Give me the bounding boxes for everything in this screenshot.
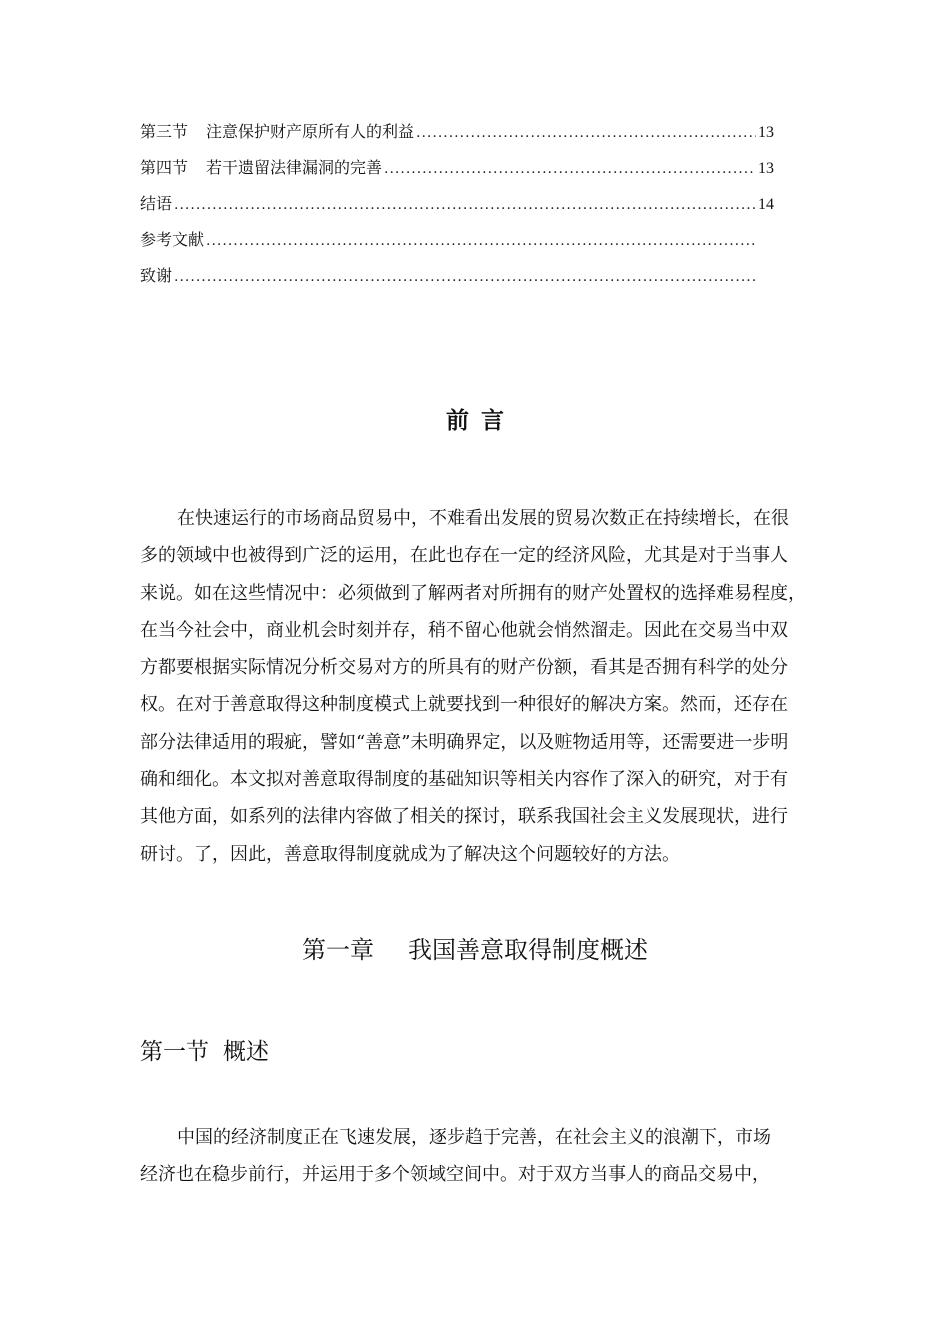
toc-entry-title: 结语: [140, 194, 173, 213]
table-of-contents: [140, 114, 780, 294]
section-title-text: 概述: [223, 1039, 269, 1065]
paragraph-line: 部分法律适用的瑕疵，譬如“善意”未明确界定，以及赃物适用等，还需要进一步明: [140, 731, 789, 753]
chapter-number: 第一章: [302, 936, 374, 964]
toc-entry[interactable]: [140, 150, 780, 186]
paragraph-line: 权。在对于善意取得这种制度模式上就要找到一种很好的解决方案。然而，还存在: [140, 694, 788, 716]
paragraph-line: 研讨。了，因此，善意取得制度就成为了解决这个问题较好的方法。: [140, 843, 680, 865]
toc-page-number: 14: [758, 196, 774, 213]
toc-page-number: 13: [758, 160, 774, 177]
toc-section-number: 第四节: [140, 158, 189, 177]
paragraph-line: 经济也在稳步前行，并运用于多个领域空间中。对于双方当事人的商品交易中，: [140, 1164, 770, 1186]
toc-page-number: 13: [758, 124, 774, 141]
toc-entry-title: 参考文献: [140, 230, 205, 249]
paragraph-line: 确和细化。本文拟对善意取得制度的基础知识等相关内容作了深入的研究，对于有: [140, 769, 788, 791]
chapter-heading: [0, 930, 950, 965]
paragraph-line: 在当今社会中，商业机会时刻并存，稍不留心他就会悄然溜走。因此在交易当中双: [140, 619, 788, 641]
section-heading: [140, 1033, 269, 1066]
chapter-title-text: 我国善意取得制度概述: [408, 936, 648, 964]
toc-section-number: 第三节: [140, 122, 189, 141]
section-paragraph: [140, 1119, 852, 1194]
section-number: 第一节: [140, 1039, 209, 1065]
toc-leader-dots: [416, 115, 756, 150]
paragraph-line: 来说。如在这些情况中：必须做到了解两者对所拥有的财产处置权的选择难易程度，: [140, 582, 806, 604]
preface-heading: 前言: [446, 407, 516, 434]
toc-entry[interactable]: [140, 258, 780, 294]
paragraph-line: 其他方面，如系列的法律内容做了相关的探讨，联系我国社会主义发展现状，进行: [140, 806, 788, 828]
toc-leader-dots: [384, 151, 756, 186]
toc-leader-dots: [206, 223, 756, 258]
toc-entry[interactable]: [140, 114, 780, 150]
toc-entry[interactable]: [140, 186, 780, 222]
paragraph-line: 在快速运行的市场商品贸易中，不难看出发展的贸易次数正在持续增长，在很: [177, 508, 789, 529]
paragraph-line: 方都要根据实际情况分析交易对方的所具有的财产份额，看其是否拥有科学的处分: [140, 657, 788, 679]
paragraph-line: 中国的经济制度正在飞速发展，逐步趋于完善，在社会主义的浪潮下，市场: [177, 1127, 771, 1148]
preface-paragraph: [140, 500, 852, 873]
toc-entry-title: 致谢: [140, 266, 173, 285]
toc-leader-dots: [174, 259, 756, 294]
toc-entry-title: 若干遗留法律漏洞的完善: [206, 158, 383, 177]
toc-leader-dots: [174, 187, 756, 222]
toc-entry[interactable]: [140, 222, 780, 258]
paragraph-line: 多的领域中也被得到广泛的运用，在此也存在一定的经济风险，尤其是对于当事人: [140, 545, 788, 567]
toc-entry-title: 注意保护财产原所有人的利益: [206, 122, 415, 141]
